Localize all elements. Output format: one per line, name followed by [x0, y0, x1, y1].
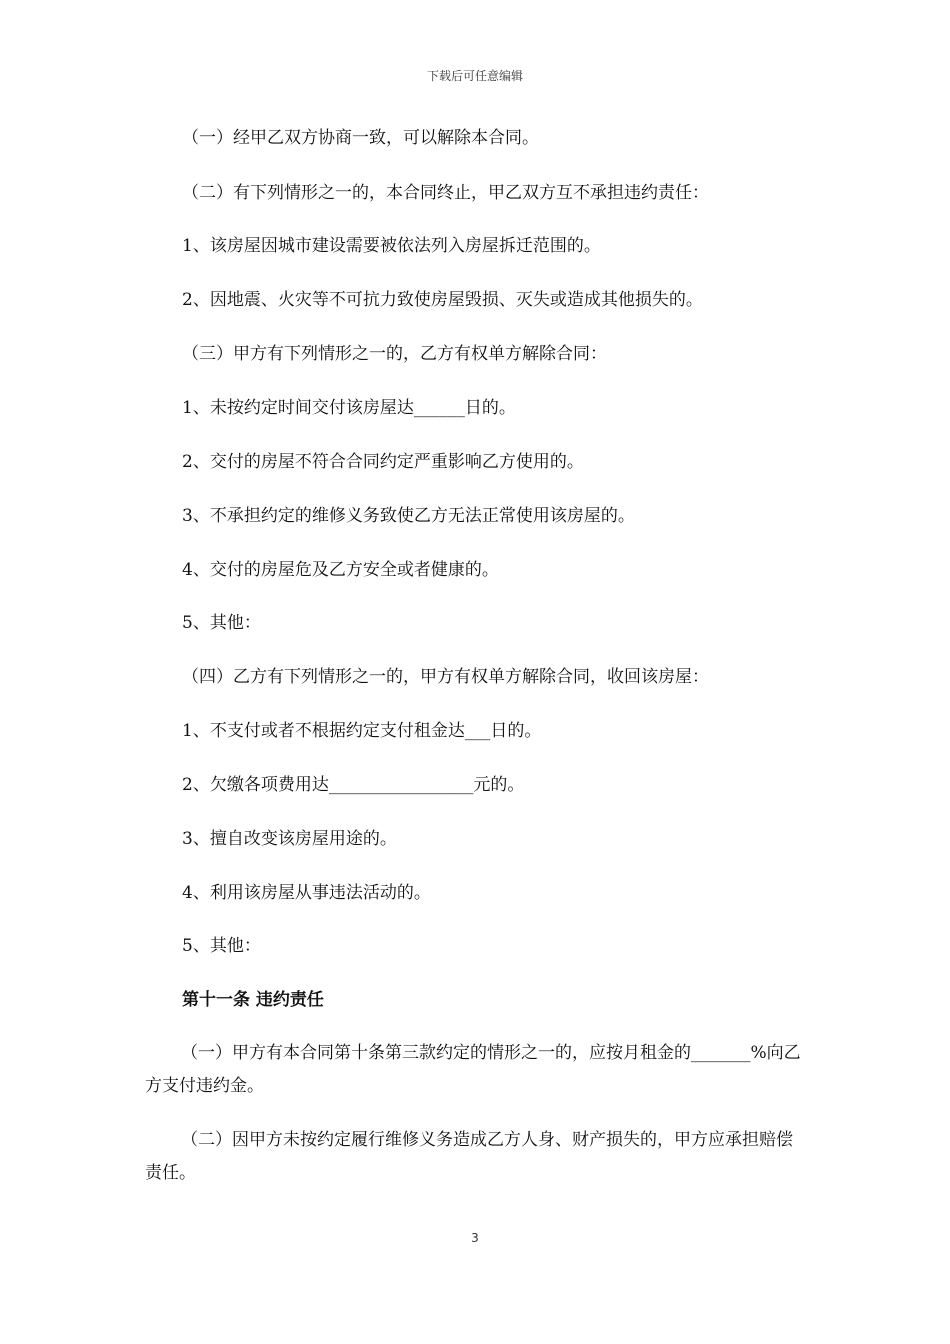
clause-line: 2、因地震、火灾等不可抗力致使房屋毁损、灭失或造成其他损失的。 [182, 290, 703, 310]
clause-line: 5、其他： [182, 936, 261, 956]
page-header: 下载后可任意编辑 [426, 69, 523, 83]
clause-line: 3、擅自改变该房屋用途的。 [182, 829, 397, 849]
clause-line: 5、其他： [182, 613, 261, 633]
clause-line: 3、不承担约定的维修义务致使乙方无法正常使用该房屋的。 [182, 506, 635, 526]
clause-line: （二）有下列情形之一的，本合同终止，甲乙双方互不承担违约责任： [182, 183, 709, 203]
page-number: 3 [471, 1231, 479, 1245]
paragraph: （一）甲方有本合同第十条第三款约定的情形之一的，应按月租金的_______%向乙方支付违约金。 [145, 1043, 801, 1096]
clause-line: 2、交付的房屋不符合合同约定严重影响乙方使用的。 [182, 452, 584, 472]
clause-line: （一）经甲乙双方协商一致，可以解除本合同。 [182, 128, 539, 148]
clause-line: 2、欠缴各项费用达_________________元的。 [182, 775, 525, 795]
clause-line: 4、交付的房屋危及乙方安全或者健康的。 [182, 560, 499, 580]
clause-line: 4、利用该房屋从事违法活动的。 [182, 883, 431, 903]
clause-line: （四）乙方有下列情形之一的，甲方有权单方解除合同，收回该房屋： [182, 667, 709, 687]
paragraph: （二）因甲方未按约定履行维修义务造成乙方人身、财产损失的，甲方应承担赔偿责任。 [145, 1130, 793, 1183]
article-heading: 第十一条 违约责任 [182, 990, 324, 1010]
clause-line: （三）甲方有下列情形之一的，乙方有权单方解除合同： [182, 344, 607, 364]
clause-line: 1、不支付或者不根据约定支付租金达___日的。 [182, 721, 542, 741]
clause-line: 1、该房屋因城市建设需要被依法列入房屋拆迁范围的。 [182, 236, 601, 256]
clause-line: 1、未按约定时间交付该房屋达______日的。 [182, 398, 516, 418]
